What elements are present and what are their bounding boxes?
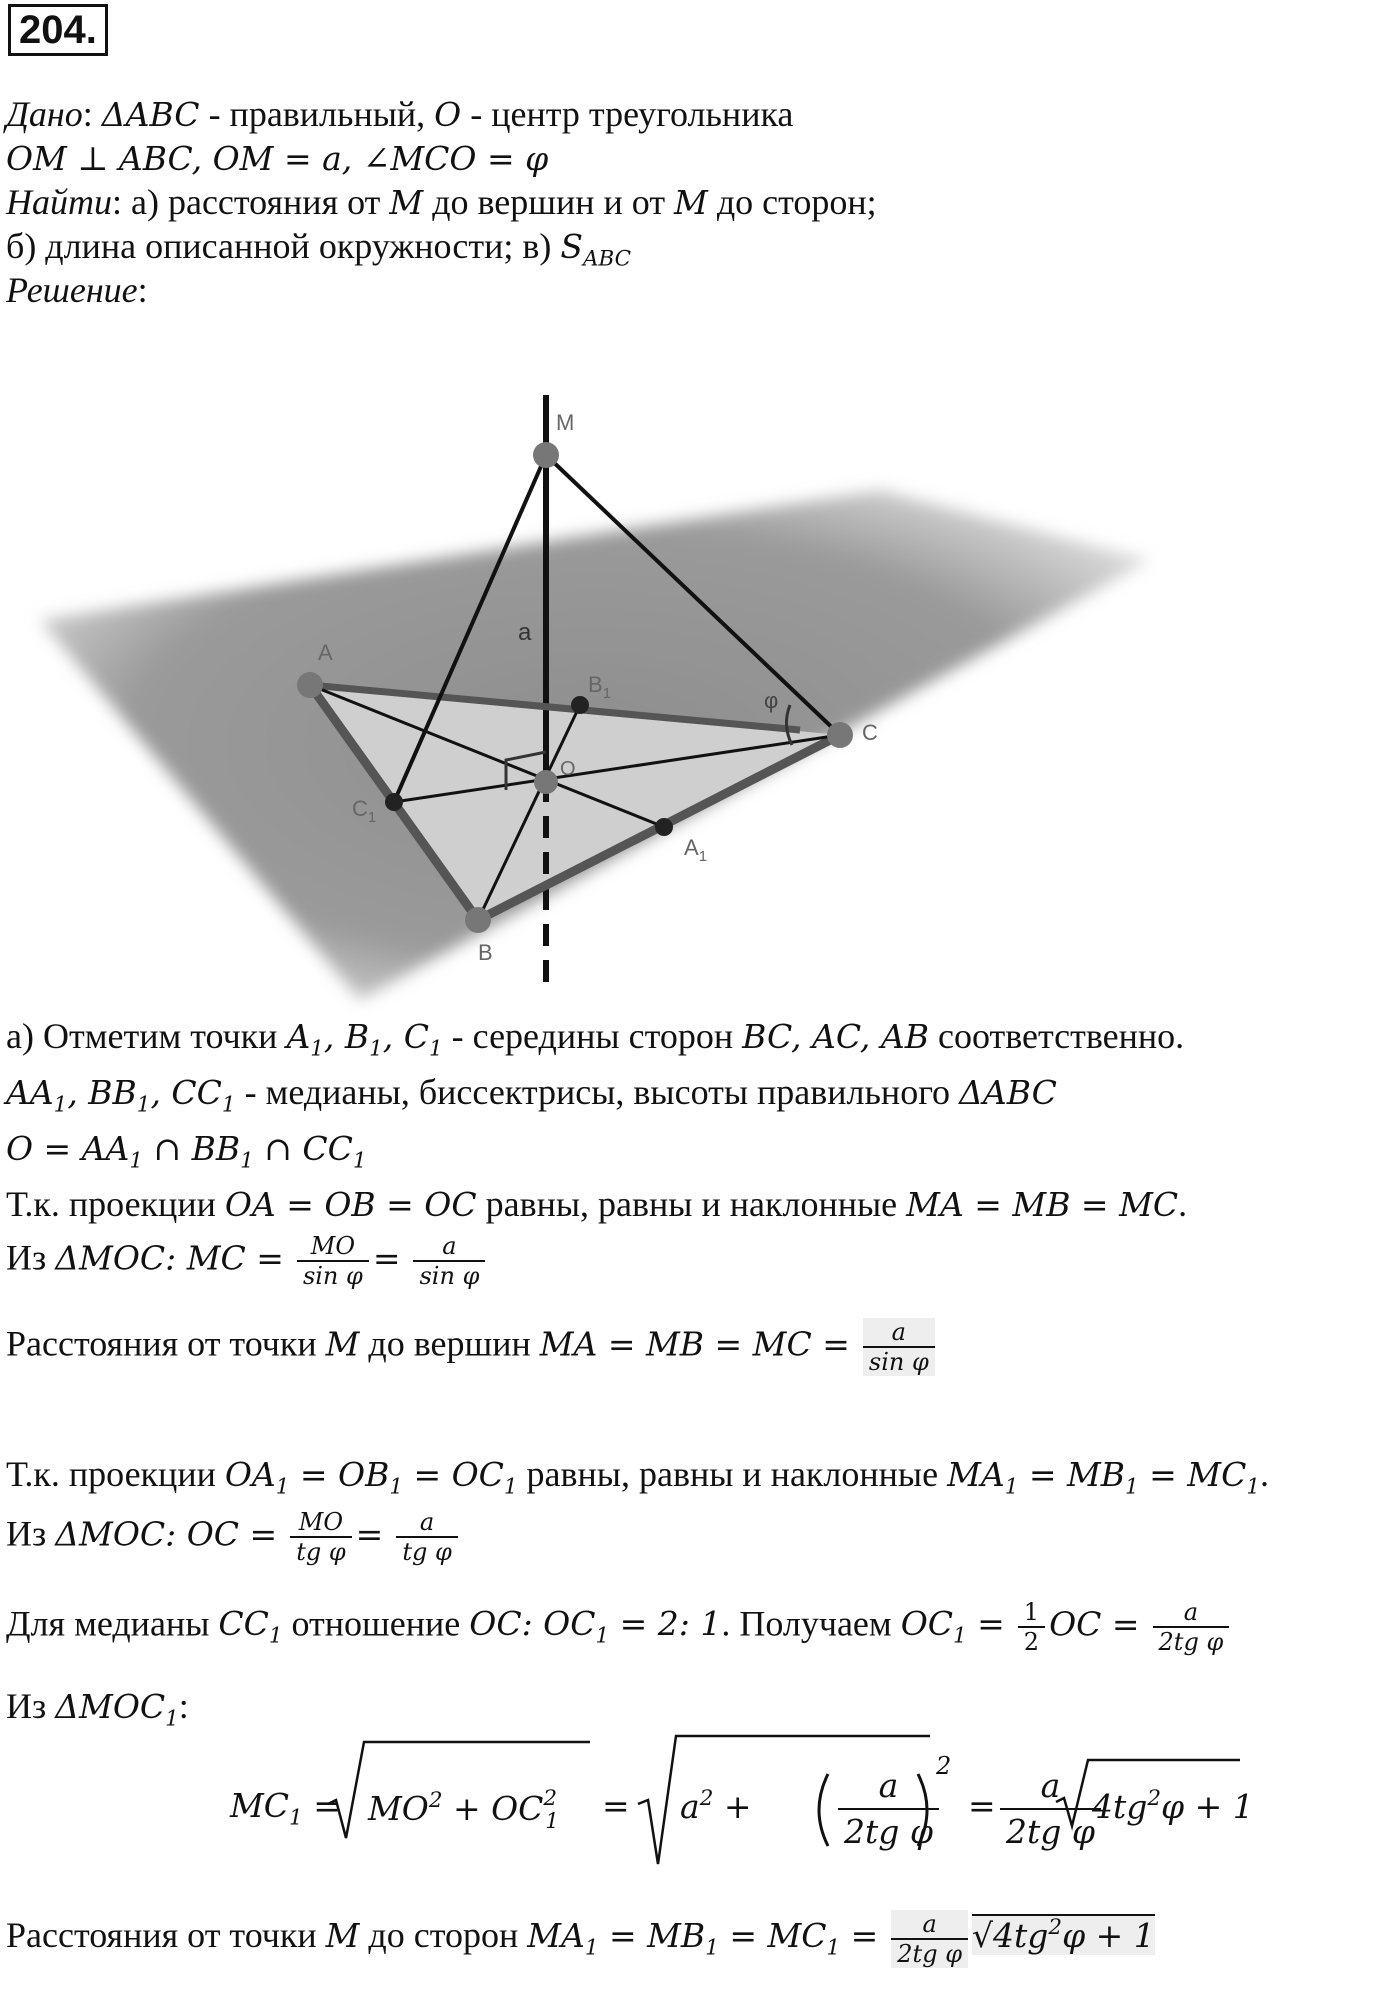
fraction-mo-sin: $\frac{MO}{\text{sin φ}}$ xyxy=(297,1232,369,1290)
label-c1: $C_1$ xyxy=(352,796,377,826)
find-m1: M xyxy=(389,183,424,222)
find-area: $S_{ABC}$ xyxy=(560,227,632,272)
given-point-o: O xyxy=(434,95,462,134)
formula-root-1: $MO^2 + OC^2_1$ xyxy=(368,1786,559,1834)
fraction-a-sin: $\frac{a}{\text{sin φ}}$ xyxy=(413,1232,485,1290)
label-a-edge: a xyxy=(518,619,532,646)
formula-inner-fraction: $\frac{a}{\text{2tg φ}}$ xyxy=(834,1764,943,1854)
given-center-text: - центр треугольника xyxy=(461,94,794,134)
find-label: Найти xyxy=(6,182,112,222)
given-conditions: OM ⊥ ABC, OM = a, ∠MCO = φ xyxy=(6,139,549,178)
given-line-1: Дано: ΔABC - правильный, O - центр треугольника xyxy=(6,94,794,134)
formula-result-fraction: $\frac{a}{\text{2tg φ}}$ xyxy=(996,1764,1105,1854)
formula-mc1 xyxy=(230,1730,1350,1880)
solution-line-6: Расстояния от точки M до вершин MA = MB = MC = $\frac{a}{\text{sin φ}}$ xyxy=(6,1318,939,1376)
solution-line-2: $AA_1$, $BB_1$, $CC_1$ - медианы, биссектрисы, высоты правильного ΔABC xyxy=(6,1072,1057,1118)
formula-eq-3: = xyxy=(968,1786,996,1825)
fraction-sides-answer: $\frac{a}{\text{2tg φ}}$ xyxy=(891,1910,968,1968)
label-b: B xyxy=(478,940,493,965)
label-m: M xyxy=(556,410,575,435)
point-b xyxy=(465,907,491,933)
solution-line-5: Из ΔMOC: MC = $\frac{MO}{\text{sin φ}}$ = $\frac{a}{\text{sin φ}}$ xyxy=(6,1232,489,1290)
point-b1 xyxy=(571,696,589,714)
formula-eq-2: = xyxy=(602,1786,630,1825)
solution-line-10: Из $\Delta MOC_1$: xyxy=(6,1686,189,1732)
solution-line-4: Т.к. проекции OA = OB = OC равны, равны и наклонные MA = MB = MC. xyxy=(6,1184,1188,1224)
solution-line-12: Расстояния от точки M до сторон $MA_1 = MB_1 = MC_1$ = $\frac{a}{\text{2tg φ}}$ $√4tg^2\varphi + 1$ xyxy=(6,1909,1155,1968)
label-c: C xyxy=(862,720,878,745)
find-text-b: до вершин и от xyxy=(423,182,675,222)
label-a1: $A_1$ xyxy=(684,835,708,865)
pyramid-figure xyxy=(0,380,1400,1020)
fraction-a-tg: $\frac{a}{\text{tg φ}}$ xyxy=(396,1508,457,1566)
formula-root-2-a: $a^2$ + xyxy=(680,1786,752,1826)
given-triangle: ΔABC xyxy=(101,95,200,134)
solution-line-9: Для медианы $CC_1$ отношение OC: $OC_1 = 2$: 1. Получаем $OC_1$ = $\frac{1}{2}$ OC = $\frac{a}{\text{2tg φ}}$ xyxy=(6,1598,1233,1659)
given-line-2 xyxy=(6,136,548,181)
point-c xyxy=(827,722,853,748)
formula-square: 2 xyxy=(936,1752,952,1780)
label-b1: $B_1$ xyxy=(588,672,612,702)
find-text-c: до сторон; xyxy=(707,182,877,222)
fraction-mo-tg: $\frac{MO}{\text{tg φ}}$ xyxy=(290,1508,351,1566)
find-text-2: б) длина описанной окружности; в) xyxy=(6,226,561,266)
fraction-half: $\frac{1}{2}$ xyxy=(1018,1598,1045,1656)
point-c1 xyxy=(385,793,403,811)
formula-result-root: $4tg^2\varphi + 1$ xyxy=(1092,1786,1254,1826)
find-text-a: : а) расстояния от xyxy=(112,182,390,222)
label-phi: φ xyxy=(764,688,779,713)
solution-line-3: $O = AA_1$ ∩ $BB_1$ ∩ $CC_1$ xyxy=(6,1129,367,1174)
formula-lhs: $MC_1$ = xyxy=(230,1786,341,1831)
solution-line-1: а) Отметим точки $A_1$, $B_1$, $C_1$ - середины сторон BC, AC, AB соответственно. xyxy=(6,1016,1185,1062)
point-a xyxy=(297,672,323,698)
solution-heading: Решение: xyxy=(6,270,148,310)
given-label: Дано xyxy=(6,94,83,134)
point-o xyxy=(534,770,558,794)
fraction-a-2tg: $\frac{a}{\text{2tg φ}}$ xyxy=(1153,1598,1230,1656)
label-a: A xyxy=(318,640,333,665)
sides-answer-root: $√4tg^2\varphi + 1$ xyxy=(972,1915,1155,1955)
given-regular-text: - правильный, xyxy=(199,94,435,134)
solution-line-8: Из ΔMOC: OC = $\frac{MO}{\text{tg φ}}$ = $\frac{a}{\text{tg φ}}$ xyxy=(6,1508,462,1566)
point-a1 xyxy=(655,818,673,836)
solution-label: Решение xyxy=(6,270,138,310)
fraction-vertices-answer: $\frac{a}{\text{sin φ}}$ xyxy=(863,1318,935,1376)
find-line-1 xyxy=(6,180,877,225)
find-m2: M xyxy=(674,183,708,222)
solution-line-7: Т.к. проекции $OA_1 = OB_1 = OC_1$ равны, равны и наклонные $MA_1 = MB_1 = MC_1$. xyxy=(6,1454,1269,1500)
label-o: O xyxy=(560,758,576,780)
point-m xyxy=(533,442,559,468)
problem-number: 204. xyxy=(8,4,108,56)
